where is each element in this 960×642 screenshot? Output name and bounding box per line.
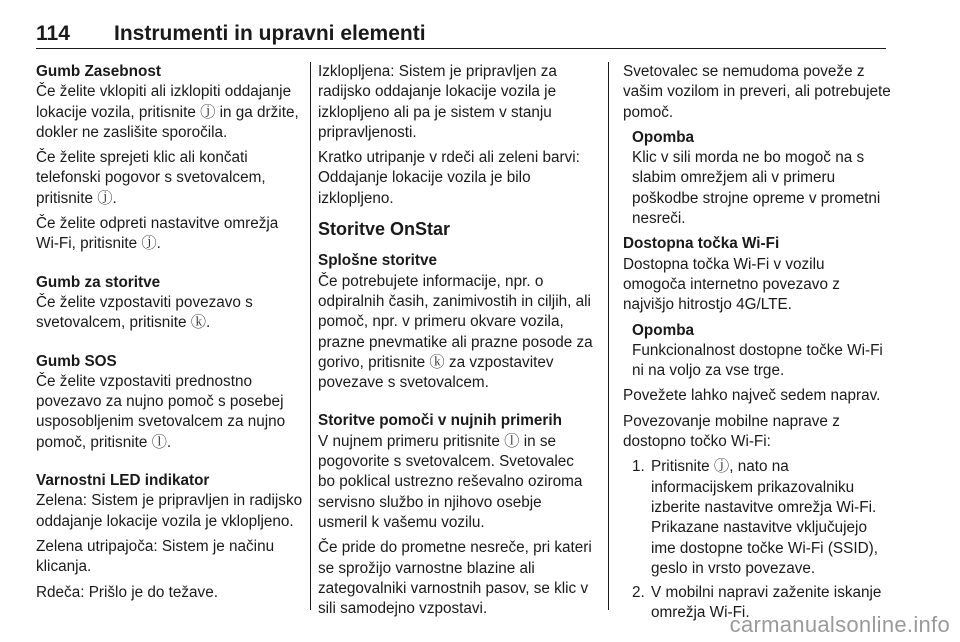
emergency-paragraph-2: Če pride do prometne nesreče, pri kateri se sprožijo varnostne blazine ali zategovalniki varnostnih pasov, se klic v sili samodejno vzpostavi. <box>318 539 592 618</box>
service-paragraph: Če želite vzpostaviti povezavo s svetovalcem, pritisnite ⓚ. <box>36 293 253 332</box>
led-paragraph-off: Izklopljena: Sistem je pripravljen za radijsko oddajanje lokacije vozila je izklopljeno ali pa je sistem v stanju pripravljenosti. <box>318 63 557 141</box>
connect-intro-paragraph: Povezovanje mobilne naprave z dostopno točko Wi-Fi: <box>623 412 840 451</box>
sos-button-heading: Gumb SOS <box>36 352 117 370</box>
general-services-heading: Splošne storitve <box>318 252 438 270</box>
chapter-title: Instrumenti in upravni elementi <box>114 22 426 45</box>
column-divider-1 <box>310 62 311 610</box>
wifi-hotspot-paragraph: Dostopna točka Wi-Fi v vozilu omogoča internetno povezavo z najvišjo hitrostjo 4G/LTE. <box>623 255 840 314</box>
privacy-paragraph-1: Če želite vklopiti ali izklopiti oddajanje lokacije vozila, pritisnite ⓙ in ga držite, dokler ne zaslišite sporočila. <box>36 83 299 141</box>
led-paragraph-green: Zelena: Sistem je pripravljen in radijsko oddajanje lokacije vozila je vklopljeno. <box>36 492 303 530</box>
note-text: Funkcionalnost dostopne točke Wi-Fi ni na voljo za vse trge. <box>632 341 883 380</box>
led-paragraph-red: Rdeča: Prišlo je do težave. <box>36 583 218 601</box>
column-3 <box>623 62 891 628</box>
led-paragraph-blinking: Zelena utripajoča: Sistem je načinu klicanja. <box>36 537 275 576</box>
service-button-heading: Gumb za storitve <box>36 273 161 291</box>
wifi-hotspot-heading: Dostopna točka Wi-Fi <box>623 235 780 253</box>
list-item: 1. Pritisnite ⓙ, nato na informacijskem prikazovalniku izberite nastavitve omrežja Wi-Fi. Prikazane nastavitve vključujejo ime dostopne točke Wi-Fi (SSID), geslo in vrsto povezave. <box>649 457 891 579</box>
advisor-paragraph: Svetovalec se nemudoma poveže z vašim vozilom in preveri, ali potrebujete pomoč. <box>623 63 891 121</box>
note-wifi <box>632 321 891 382</box>
column-divider-2 <box>608 62 609 610</box>
note-emergency-call <box>632 128 891 229</box>
emergency-paragraph-1: V nujnem primeru pritisnite ⓛ in se pogovorite s svetovalcem. Svetovalec bo poklical ustrezno reševalno oziroma servisno službo in njihovo osebje usmeril k vašemu vozilu. <box>318 432 583 531</box>
led-paragraph-short-blink: Kratko utripanje v rdeči ali zeleni barvi: Oddajanje lokacije vozila je bilo izklopljeno. <box>318 149 580 207</box>
page-number: 114 <box>36 22 70 45</box>
note-title: Opomba <box>632 128 695 146</box>
note-text: Klic v sili morda ne bo mogoč na s slabim omrežjem ali v primeru poškodbe strojne opreme v prometni nesreči. <box>632 149 881 228</box>
connect-steps-list <box>623 457 891 623</box>
list-item: 2. V mobilni napravi zaženite iskanje omrežja Wi-Fi. <box>649 583 891 624</box>
led-indicator-heading: Varnostni LED indikator <box>36 472 210 490</box>
device-limit-paragraph: Povežete lahko največ sedem naprav. <box>623 387 881 405</box>
sos-paragraph: Če želite vzpostaviti prednostno povezavo za nujno pomoč s posebej usposobljenim svetovalcem za nujno pomoč, pritisnite ⓛ. <box>36 372 286 451</box>
page-header <box>36 22 886 49</box>
note-title: Opomba <box>632 321 695 339</box>
privacy-paragraph-3: Če želite odpreti nastavitve omrežja Wi-Fi, pritisnite ⓙ. <box>36 215 279 253</box>
watermark: carmanualsonline.info <box>729 612 950 637</box>
column-1 <box>36 62 304 608</box>
privacy-button-heading: Gumb Zasebnost <box>36 63 161 80</box>
column-2 <box>318 62 595 624</box>
section-title-onstar: Storitve OnStar <box>318 219 451 240</box>
privacy-paragraph-2: Če želite sprejeti klic ali končati telefonski pogovor s svetovalcem, pritisnite ⓙ. <box>36 149 266 207</box>
general-services-paragraph: Če potrebujete informacije, npr. o odpiralnih časih, zanimivostih in ciljih, ali pomoč, npr. v primeru okvare vozila, prazne pnevmatike ali prazne posode za gorivo, pritisnite ⓚ za vzpostavitev povezave s svetovalcem. <box>318 272 593 392</box>
emergency-services-heading: Storitve pomoči v nujnih primerih <box>318 412 562 430</box>
